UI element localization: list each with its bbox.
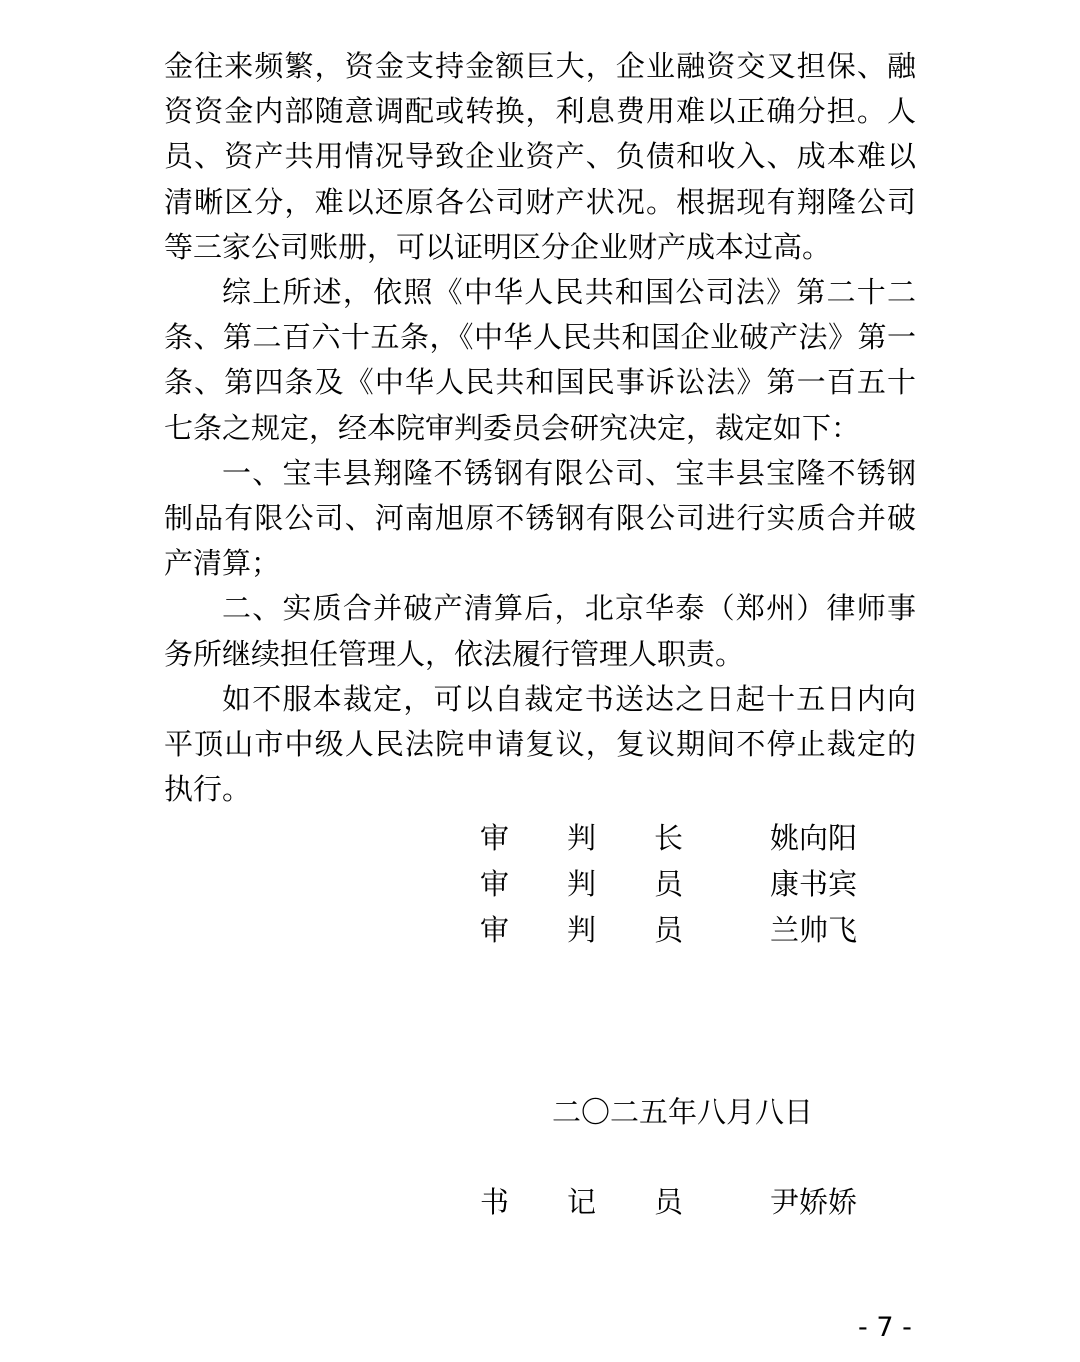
paragraph-ruling-one: 一、宝丰县翔隆不锈钢有限公司、宝丰县宝隆不锈钢制品有限公司、河南旭原不锈钢有限公司进行实质合并破产清算； xyxy=(164,455,916,581)
clerk-name: 尹娇娇 xyxy=(770,1185,858,1219)
paragraph-legal-basis: 综上所述，依照《中华人民共和国公司法》第二十二条、第二百六十五条，《中华人民共和国企业破产法》第一条、第四条及《中华人民共和国民事诉讼法》第一百五十七条之规定，经本院审判委员会研究决定，裁定如下： xyxy=(164,275,916,445)
signature-title-char: 审 xyxy=(480,913,510,947)
signature-name: 兰帅飞 xyxy=(770,913,858,947)
signature-title-char: 审 xyxy=(480,867,510,901)
clerk-title-char: 记 xyxy=(567,1185,597,1219)
clerk-title-char: 书 xyxy=(480,1185,510,1219)
ruling-date: 二〇二五年八月八日 xyxy=(552,1095,814,1129)
clerk-title-char: 员 xyxy=(654,1185,684,1219)
signature-name: 康书宾 xyxy=(770,867,858,901)
signature-title-char: 长 xyxy=(654,821,684,855)
document-body xyxy=(164,44,916,812)
paragraph-ruling-two: 二、实质合并破产清算后，北京华泰（郑州）律师事务所继续担任管理人，依法履行管理人职责。 xyxy=(164,591,916,671)
signature-title-char: 员 xyxy=(654,867,684,901)
signature-title-char: 员 xyxy=(654,913,684,947)
paragraph-appeal-notice: 如不服本裁定，可以自裁定书送达之日起十五日内向平顶山市中级人民法院申请复议，复议期间不停止裁定的执行。 xyxy=(164,681,916,807)
page-number: - 7 - xyxy=(858,1312,912,1343)
signature-name: 姚向阳 xyxy=(770,821,858,855)
signature-title-char: 审 xyxy=(480,821,510,855)
signature-title-char: 判 xyxy=(567,913,597,947)
signature-title-char: 判 xyxy=(567,821,597,855)
signature-title-char: 判 xyxy=(567,867,597,901)
paragraph-continuation: 金往来频繁，资金支持金额巨大，企业融资交叉担保、融资资金内部随意调配或转换，利息费用难以正确分担。人员、资产共用情况导致企业资产、负债和收入、成本难以清晰区分，难以还原各公司财产状况。根据现有翔隆公司等三家公司账册，可以证明区分企业财产成本过高。 xyxy=(164,49,916,264)
